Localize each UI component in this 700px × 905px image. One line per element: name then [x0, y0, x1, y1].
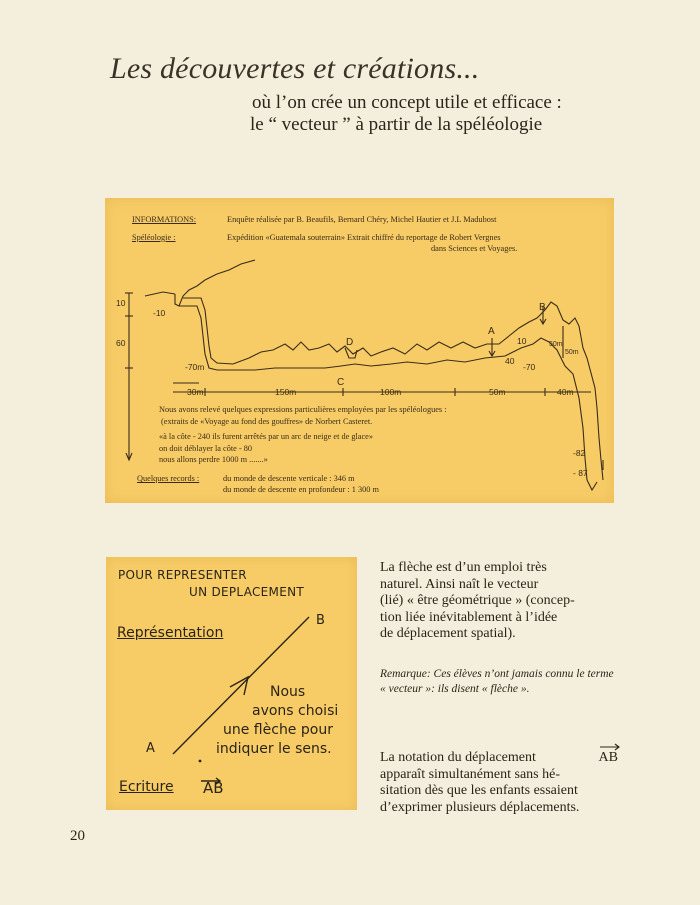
label-50m-vertical: 50m [565, 349, 579, 356]
label-A: A [488, 326, 495, 337]
para2-line-2: apparaît simultanément sans hé- [380, 766, 560, 782]
label-minus-82: -82 [573, 448, 586, 458]
page-number: 20 [70, 828, 85, 844]
depth-label-10: 10 [116, 298, 126, 308]
label-minus-70-b: -70 [523, 362, 536, 372]
notation-paragraph [380, 750, 618, 816]
info-text: Enquête réalisée par B. Beaufils, Bernard Chéry, Michel Hautier et J.L Madubost [227, 215, 497, 224]
representation-label: Représentation [117, 625, 224, 641]
point-a-label: A [146, 741, 155, 756]
para2-line-3: sitation dès que les enfants essaient [380, 783, 578, 798]
panel-heading-2: UN DEPLACEMENT [189, 585, 304, 599]
panel-heading-1: POUR REPRESENTER [118, 568, 247, 582]
records-line-2: du monde de descente en profondeur : 1 300 m [223, 485, 379, 494]
quote-line-5: nous allons perdre 1000 m .......» [159, 455, 268, 464]
vector-arrow-icon [599, 743, 621, 751]
label-C: C [337, 377, 345, 388]
para2-ab [599, 750, 618, 767]
page-title: Les découvertes et créations... [110, 52, 480, 85]
info-label: INFORMATIONS: [132, 215, 197, 224]
quote-line-3: «à la côte - 240 ils furent arrêtés par un arc de neige et de glace» [159, 432, 374, 441]
para2-line-1 [380, 750, 618, 767]
label-minus-70-a: -70m [185, 362, 205, 372]
records-line-1: du monde de descente verticale : 346 m [223, 474, 355, 483]
para1-line-1: La flèche est d’un emploi très [380, 560, 547, 575]
label-B: B [539, 302, 546, 313]
para2-start: La notation du déplacement [380, 750, 536, 765]
label-minus-10: -10 [153, 308, 166, 318]
dist-40m: 40m [557, 387, 574, 397]
page-subtitle [252, 92, 562, 136]
note-line-4: indiquer le sens. [216, 741, 332, 757]
subtitle-line-1: où l’on crée un concept utile et efficace : [252, 92, 562, 113]
records-label: Quelques records : [137, 474, 200, 483]
label-D: D [346, 337, 354, 348]
remark-note: Remarque: Ces élèves n’ont jamais connu le terme « vecteur »: ils disent « flèche ». [380, 668, 614, 695]
flech-paragraph [380, 560, 618, 643]
note-line-1: Nous [270, 684, 306, 700]
dist-50m: 50m [489, 387, 506, 397]
para1-line-4: tion liée inévitablement à l’idée [380, 609, 558, 625]
label-minus-87: - 87 [573, 468, 588, 478]
para1-line-5: de déplacement spatial). [380, 626, 516, 641]
depth-label-60: 60 [116, 338, 126, 348]
speleo-text-1: Expédition «Guatemala souterrain» Extrait chiffré du reportage de Robert Vergnes [227, 233, 501, 242]
dist-100m: 100m [380, 387, 402, 397]
dist-150m: 150m [275, 387, 297, 397]
label-10-slope: 10 [517, 336, 527, 346]
label-40: 40 [505, 356, 515, 366]
quote-line-4: on doit déblayer la côte - 80 [159, 443, 253, 453]
para1-line-2: naturel. Ainsi naît le vecteur [380, 576, 539, 592]
vector-representation-panel [106, 557, 357, 810]
note-line-2: avons choisi [252, 703, 339, 719]
ecriture-label: Ecriture [119, 779, 174, 795]
speleo-label: Spéléologie : [132, 233, 176, 242]
label-50m-small: 50m [549, 341, 563, 348]
para1-line-3: (lié) « être géométrique » (concep- [380, 593, 575, 608]
point-b-label: B [316, 613, 325, 628]
note-line-3: une flèche pour [223, 722, 333, 738]
quote-line-1: Nous avons relevé quelques expressions particulières employées par les spéléologues : [159, 405, 447, 414]
para2-ab-text: AB [598, 750, 618, 765]
arrowhead-icon [230, 677, 248, 695]
ab-notation: AB [203, 779, 224, 797]
speleology-info-panel [105, 198, 614, 503]
dist-30m: 30m [187, 387, 204, 397]
speleo-text-2: dans Sciences et Voyages. [431, 244, 518, 253]
speleologist-quotes [159, 404, 599, 466]
surface-line [145, 292, 175, 296]
quote-line-2: (extraits de «Voyage au fond des gouffres» de Norbert Casteret. [161, 416, 373, 426]
para2-line-4: d’exprimer plusieurs déplacements. [380, 799, 580, 815]
vector-arrow-diagram [106, 557, 357, 810]
subtitle-line-2: le “ vecteur ” à partir de la spéléologie [250, 114, 543, 135]
